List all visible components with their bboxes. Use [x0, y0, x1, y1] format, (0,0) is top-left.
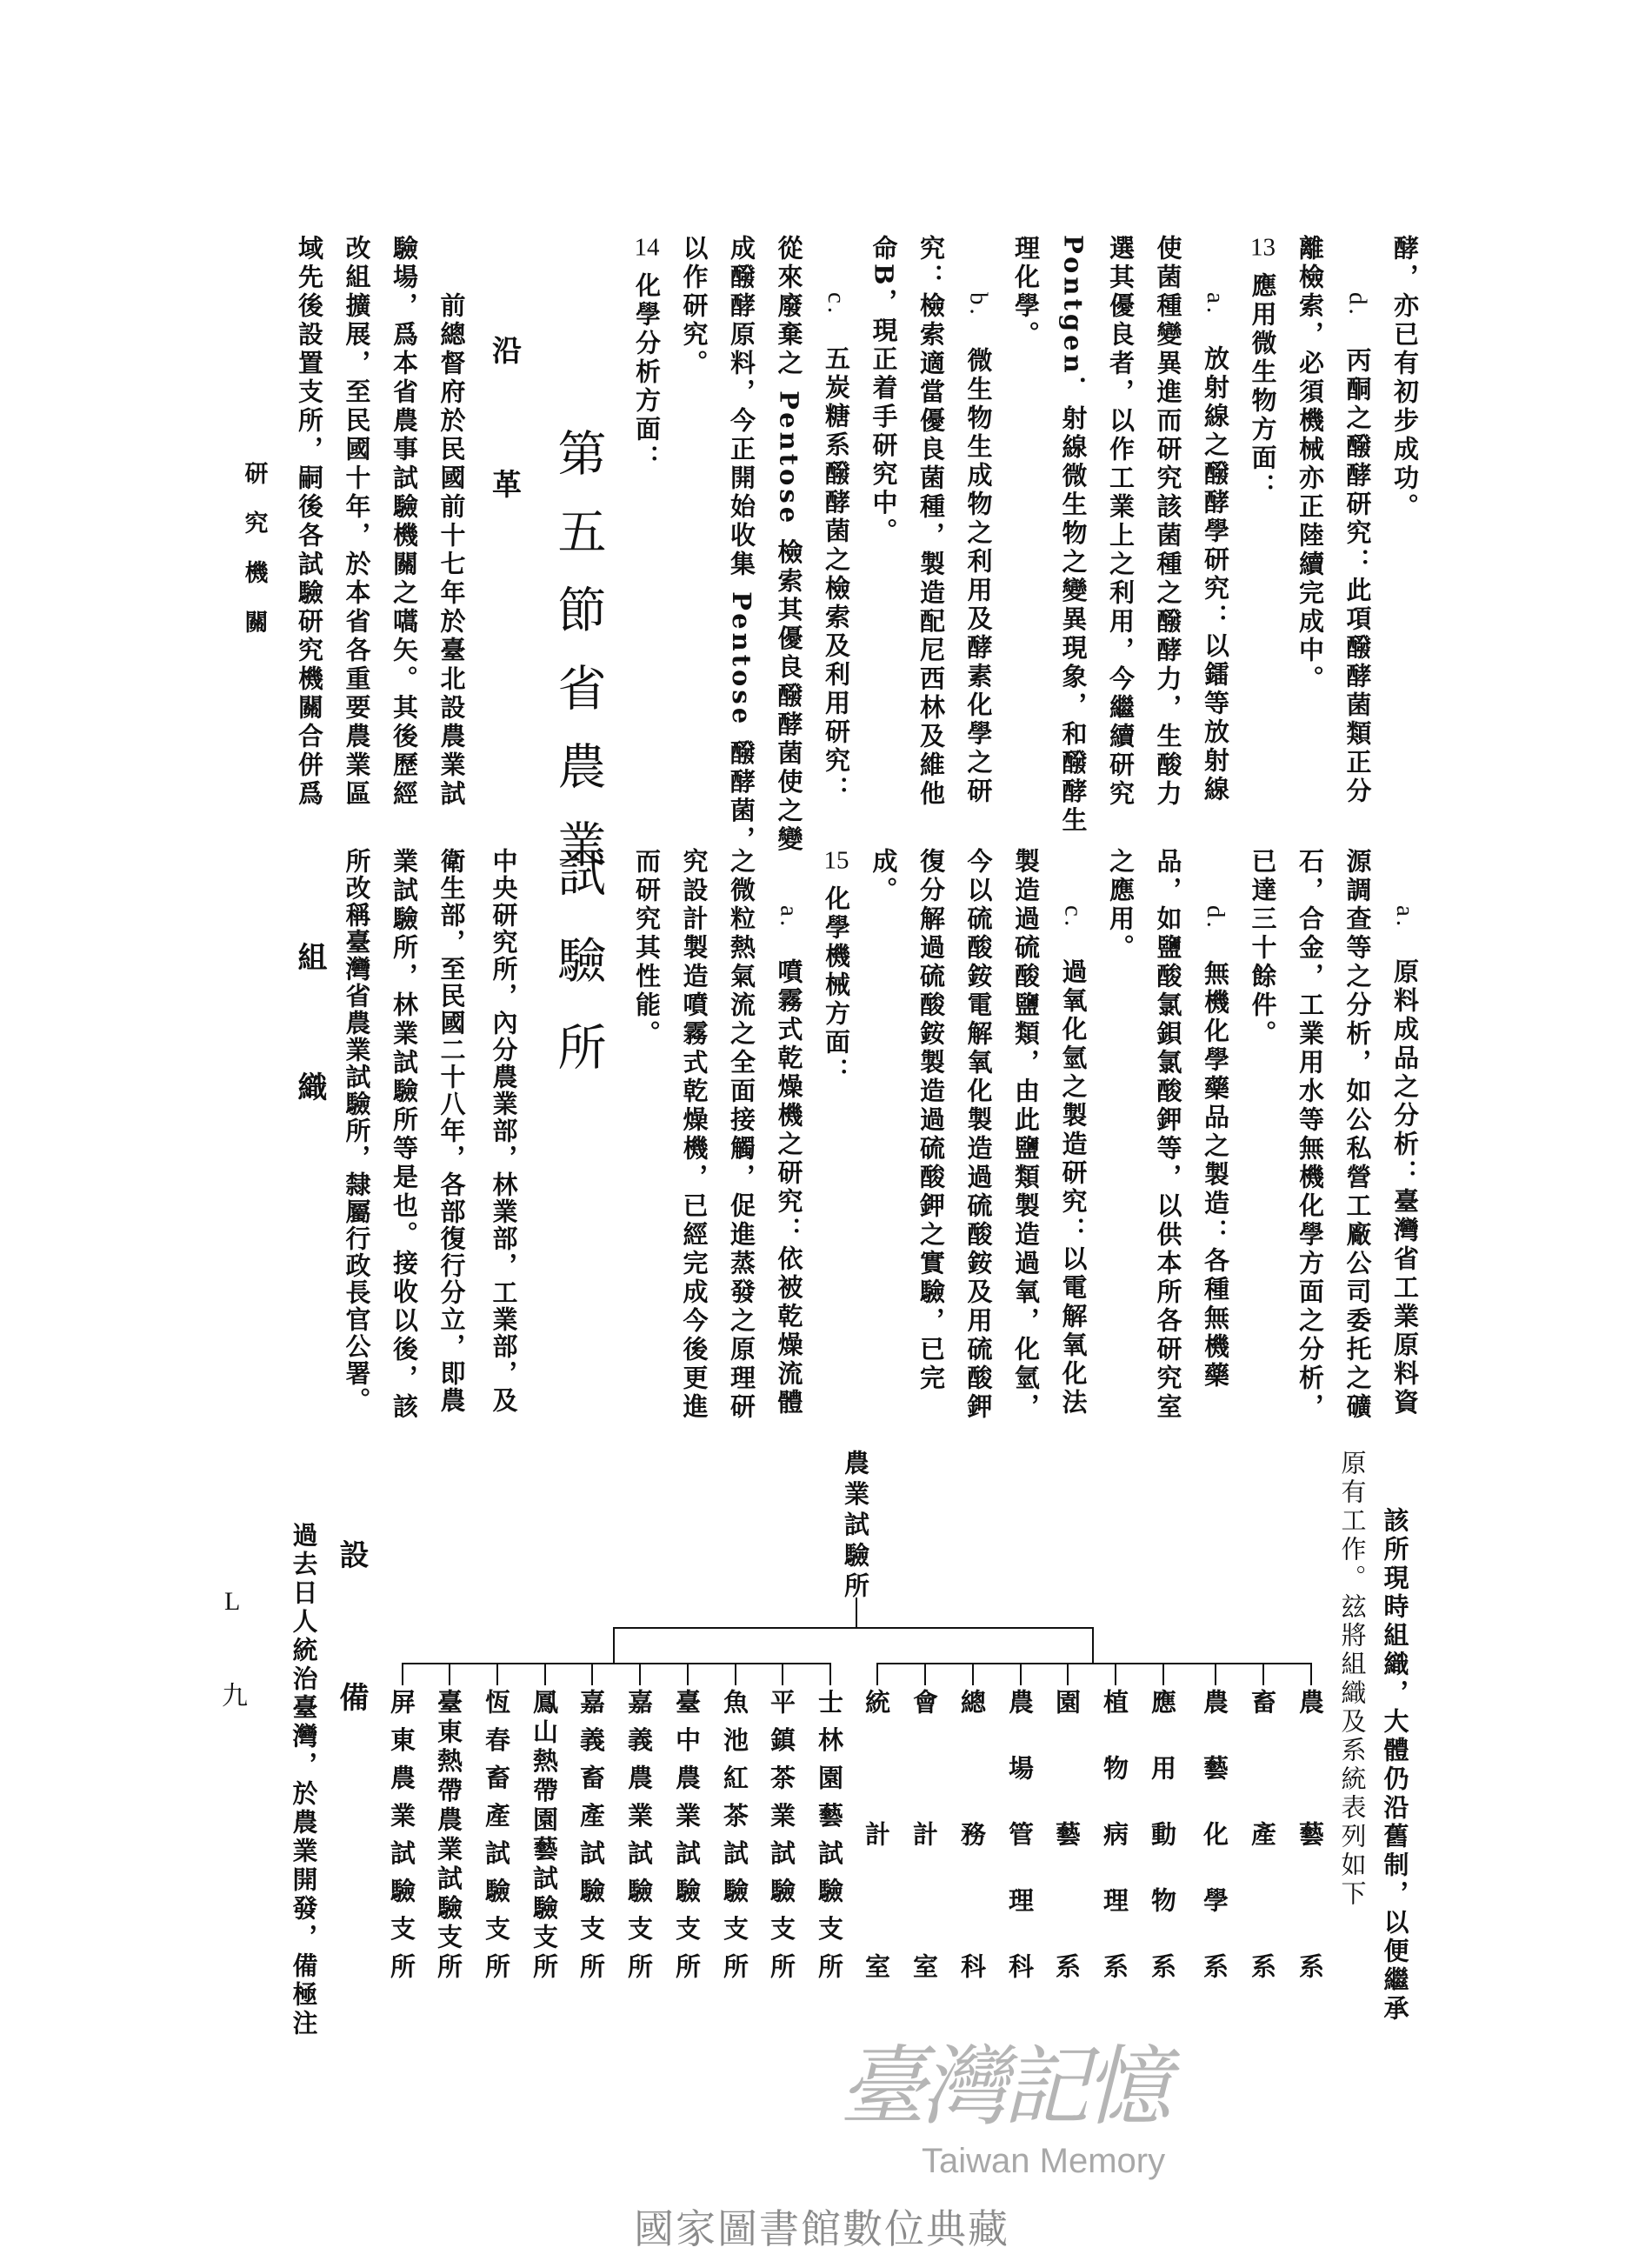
subheading-organization: 組織	[292, 942, 327, 1201]
chart-connector	[544, 1663, 546, 1685]
text-column: 成醱酵原料，今正開始收集 Pentose 醱酵菌，	[727, 235, 756, 855]
text-column: 源調查等之分析，如公私營工廠公司委托之礦	[1342, 848, 1373, 1422]
org-branch-station: 魚池紅茶試驗支所	[720, 1689, 749, 1978]
text-column: 前總督府於民國前十七年於臺北設農業試	[436, 292, 467, 809]
org-branch-station: 屏東農業試驗支所	[387, 1689, 416, 1978]
text-column: 而研究其性能。	[632, 848, 662, 1049]
chart-connector	[1162, 1663, 1164, 1685]
chart-connector	[613, 1627, 615, 1663]
text-column	[765, 848, 813, 1457]
text-column: 之應用。	[1106, 848, 1136, 963]
section-heading-continued: 試驗所	[550, 848, 607, 1109]
item-text: 無機化學藥品之製造：各種無機藥	[1201, 959, 1230, 1391]
chart-connector	[782, 1663, 783, 1685]
org-branch-station: 臺東熱帶農業試驗支所	[434, 1689, 463, 1978]
text-column	[1382, 848, 1429, 1457]
text-column: 之微粒熱氣流之全面接觸，促進蒸發之原理研	[727, 848, 756, 1422]
text-column	[955, 235, 1003, 844]
text-column: 今以硫酸銨電解氧化製造過硫酸銨及用硫酸鉀	[963, 848, 994, 1422]
item-marker: c.	[1059, 905, 1088, 930]
text-column: 所改稱臺灣省農業試驗所，隸屬行政長官公署。	[342, 848, 372, 1414]
item-text: 丙酮之醱酵研究：此項醱酵菌類正分	[1342, 346, 1373, 806]
item-text: 原料成品之分析：臺灣省工業原料資	[1390, 958, 1420, 1418]
item-text: 微生物生成物之利用及酵素化學之研	[963, 346, 994, 806]
org-branch-station: 嘉義農業試驗支所	[624, 1689, 654, 1978]
item-marker: a.	[1202, 292, 1229, 317]
text-column: 復分解過硫酸銨製造過硫酸鉀之實驗，已完	[916, 848, 946, 1393]
text-column	[1192, 235, 1240, 844]
org-department: 總務科	[957, 1689, 987, 1978]
text-column: 已達三十餘件。	[1248, 848, 1278, 1049]
text-column: 酵，亦已有初步成功。	[1390, 235, 1420, 522]
chart-connector	[1262, 1663, 1264, 1685]
org-branch-station: 鳳山熱帶園藝試驗支所	[530, 1689, 559, 1978]
chart-connector	[402, 1663, 830, 1664]
section-heading: 第五節省農業	[550, 428, 607, 897]
text-column: 理化學。	[1011, 235, 1041, 350]
text-column: 中央研究所，內分農業部，林業部，工業部，及	[489, 848, 519, 1414]
item-marker: c.	[823, 292, 850, 317]
chart-connector	[1215, 1663, 1216, 1685]
text-column: 以作研究。	[679, 235, 709, 378]
chart-connector	[591, 1663, 593, 1685]
chart-connector	[856, 1597, 857, 1627]
item-text: 化學機械方面：	[822, 885, 851, 1086]
item-text: 五炭糖系醱酵菌之檢索及利用研究：	[822, 345, 851, 805]
item-text: 應用微生物方面：	[1248, 272, 1278, 502]
chart-connector	[1092, 1627, 1094, 1663]
chart-connector	[1020, 1663, 1022, 1685]
chart-connector	[402, 1663, 403, 1685]
text-column: 品，如鹽酸氯鋇氯酸鉀等，以供本所各研究室	[1153, 848, 1183, 1422]
chart-connector	[924, 1663, 926, 1685]
text-column: 該所現時組織，大體仍沿舊制，以便繼承	[1380, 1507, 1410, 2024]
watermark-logo-english: Taiwan Memory	[922, 2142, 1166, 2180]
text-column	[1049, 848, 1097, 1457]
page-mark: L	[224, 1587, 241, 1616]
org-department: 統計室	[862, 1689, 891, 1978]
text-column	[1192, 848, 1240, 1457]
chart-connector	[1115, 1663, 1116, 1685]
chart-connector	[972, 1663, 974, 1685]
text-column	[813, 848, 861, 1457]
text-column: 石，合金，工業用水等無機化學方面之分析，	[1296, 848, 1325, 1422]
page-number: 九	[222, 1681, 248, 1711]
org-department: 園藝系	[1052, 1689, 1082, 1978]
org-department: 畜產系	[1248, 1689, 1277, 1978]
org-branch-station: 嘉義畜產試驗支所	[576, 1689, 606, 1978]
chart-connector	[876, 1663, 878, 1685]
chart-connector	[687, 1663, 689, 1685]
text-column	[1239, 235, 1287, 844]
text-column: 衛生部，至民國二十八年，各部復行分立，即農	[436, 848, 467, 1414]
chart-connector	[735, 1663, 736, 1685]
chart-connector	[1067, 1663, 1069, 1685]
org-department: 農藝化學系	[1200, 1689, 1229, 1978]
text-column: 原有工作。玆將組織及系統表列如下	[1337, 1450, 1368, 1909]
text-column: 過去日人統治臺灣，於農業開發，備極注	[289, 1522, 319, 2038]
item-marker: a.	[1391, 905, 1419, 930]
item-text: 噴霧式乾燥機之研究：依被乾燥流體	[774, 958, 804, 1418]
chart-connector	[449, 1663, 450, 1685]
org-root: 農業試驗所	[841, 1450, 870, 1597]
subheading-history: 沿革	[486, 335, 522, 603]
text-column: 命B，現正着手研究中。	[869, 235, 899, 547]
text-column: 業試驗所，林業試驗所等是也。接收以後，該	[390, 848, 419, 1422]
org-department: 農場管理科	[1005, 1689, 1035, 1978]
section-number: 14	[634, 235, 660, 260]
org-branch-station: 恆春畜產試驗支所	[482, 1689, 511, 1978]
subheading-equipment: 設備	[334, 1539, 369, 1824]
section-number: 15	[823, 848, 849, 873]
text-column: 改組擴展，至民國十年，於本省各重要農業區	[342, 235, 372, 809]
org-department: 應用動物系	[1148, 1689, 1177, 1978]
text-column: 選其優良者，以作工業上之利用，今繼續研究	[1106, 235, 1136, 809]
item-marker: a.	[775, 905, 803, 930]
text-column	[1334, 235, 1382, 844]
footer-credit: 國家圖書館數位典藏	[634, 2205, 1009, 2252]
text-column: 驗場，爲本省農事試驗機關之嚆矢。其後歷經	[390, 235, 419, 809]
text-column	[813, 235, 861, 844]
item-marker: d.	[1202, 905, 1229, 931]
section-number: 13	[1250, 235, 1276, 260]
chart-connector	[639, 1663, 641, 1685]
text-column: 究：檢索適當優良菌種，製造配尼西林及維他	[916, 235, 946, 809]
org-department: 農藝系	[1296, 1689, 1325, 1978]
org-department: 會計室	[909, 1689, 939, 1978]
item-text: 化學分析方面：	[632, 272, 662, 473]
text-column: 成。	[869, 848, 899, 905]
item-marker: b.	[964, 292, 993, 318]
chart-connector	[829, 1663, 831, 1685]
text-column: Pontgen．射線微生物之變異現象，和醱酵生	[1058, 235, 1089, 836]
text-column: 製造過硫酸鹽類，由此鹽類製造過氧，化氫，	[1011, 848, 1041, 1422]
org-branch-station: 士林園藝試驗支所	[815, 1689, 844, 1978]
item-text: 過氧化氫之製造研究：以電解氧化法	[1058, 958, 1089, 1418]
item-text: 放射線之醱酵學研究：以鐳等放射線	[1201, 345, 1230, 805]
text-column: 使菌種變異進而研究該菌種之醱酵力，生酸力	[1153, 235, 1183, 809]
text-column: 域先後設置支所，嗣後各試驗研究機關合併爲	[295, 235, 324, 809]
text-column: 離檢索，必須機械亦正陸續完成中。	[1296, 235, 1325, 694]
chart-connector	[876, 1663, 1311, 1664]
text-column: 從來廢棄之 Pentose 檢索其優良醱酵菌使之變	[774, 235, 804, 855]
org-branch-station: 臺中農業試驗支所	[672, 1689, 702, 1978]
running-header: 研究機關	[240, 461, 268, 659]
text-column	[623, 235, 671, 844]
chart-connector	[496, 1663, 498, 1685]
chart-connector	[1310, 1663, 1312, 1685]
text-tier-2	[286, 848, 1429, 1457]
chart-connector	[613, 1627, 1094, 1629]
text-column: 究設計製造噴霧式乾燥機，已經完成今後更進	[679, 848, 709, 1422]
org-branch-station: 平鎮茶業試驗支所	[767, 1689, 796, 1978]
org-department: 植物病理系	[1100, 1689, 1129, 1978]
item-marker: d.	[1343, 292, 1372, 318]
watermark-logo: 臺灣記憶	[839, 2036, 1166, 2138]
